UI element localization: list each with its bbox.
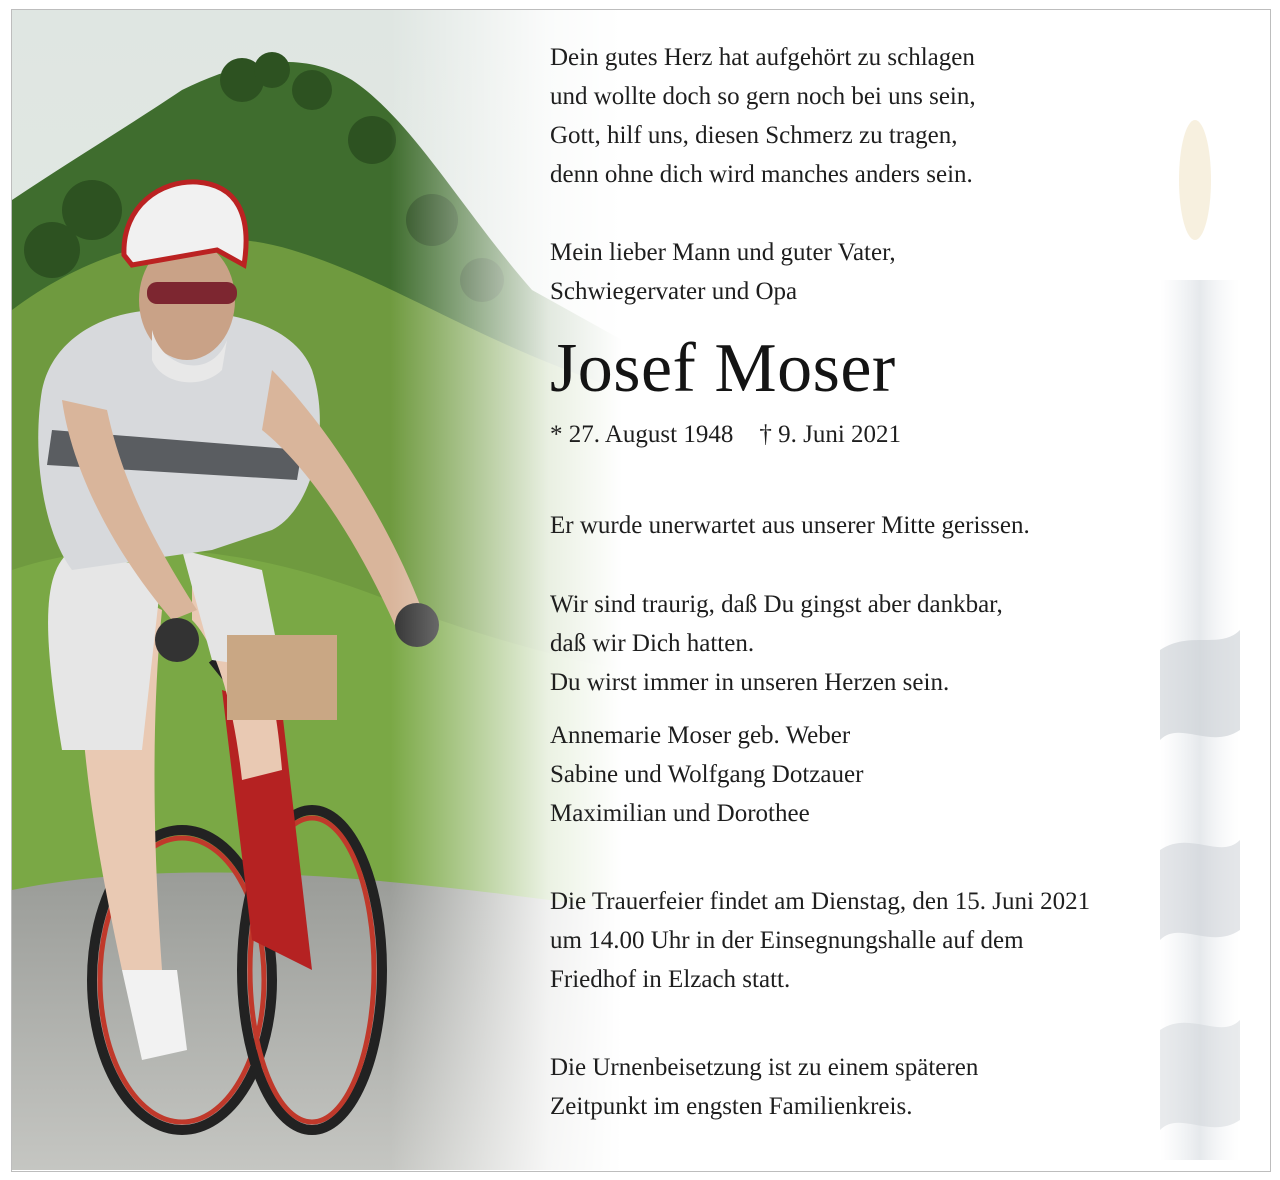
cyclist-photo: [12, 10, 622, 1170]
statement: Er wurde unerwartet aus unserer Mitte gerissen.: [550, 512, 1030, 539]
deceased-name: Josef Moser: [550, 330, 896, 407]
life-dates: [550, 415, 1250, 454]
burial-info: Die Urnenbeisetzung ist zu einem späteren Zeitpunkt im engsten Familienkreis.: [550, 1054, 979, 1120]
farewell-text: Wir sind traurig, daß Du gingst aber dankbar, daß wir Dich hatten. Du wirst immer in unseren Herzen sein.: [550, 591, 1003, 696]
relation-text: Mein lieber Mann und guter Vater, Schwiegervater und Opa: [550, 239, 896, 305]
mourners: Annemarie Moser geb. Weber Sabine und Wolfgang Dotzauer Maximilian und Dorothee: [550, 722, 864, 827]
poem: Dein gutes Herz hat aufgehört zu schlagen und wollte doch so gern noch bei uns sein, Gott, hilf uns, diesen Schmerz zu tragen, denn ohne dich wird manches anders sein.: [550, 44, 976, 188]
obituary-text: [550, 38, 1250, 1126]
death-date: † 9. Juni 2021: [759, 421, 902, 448]
funeral-info: Die Trauerfeier findet am Dienstag, den 15. Juni 2021 um 14.00 Uhr in der Einsegnungshalle auf dem Friedhof in Elzach statt.: [550, 888, 1091, 993]
birth-date: * 27. August 1948: [550, 421, 734, 448]
